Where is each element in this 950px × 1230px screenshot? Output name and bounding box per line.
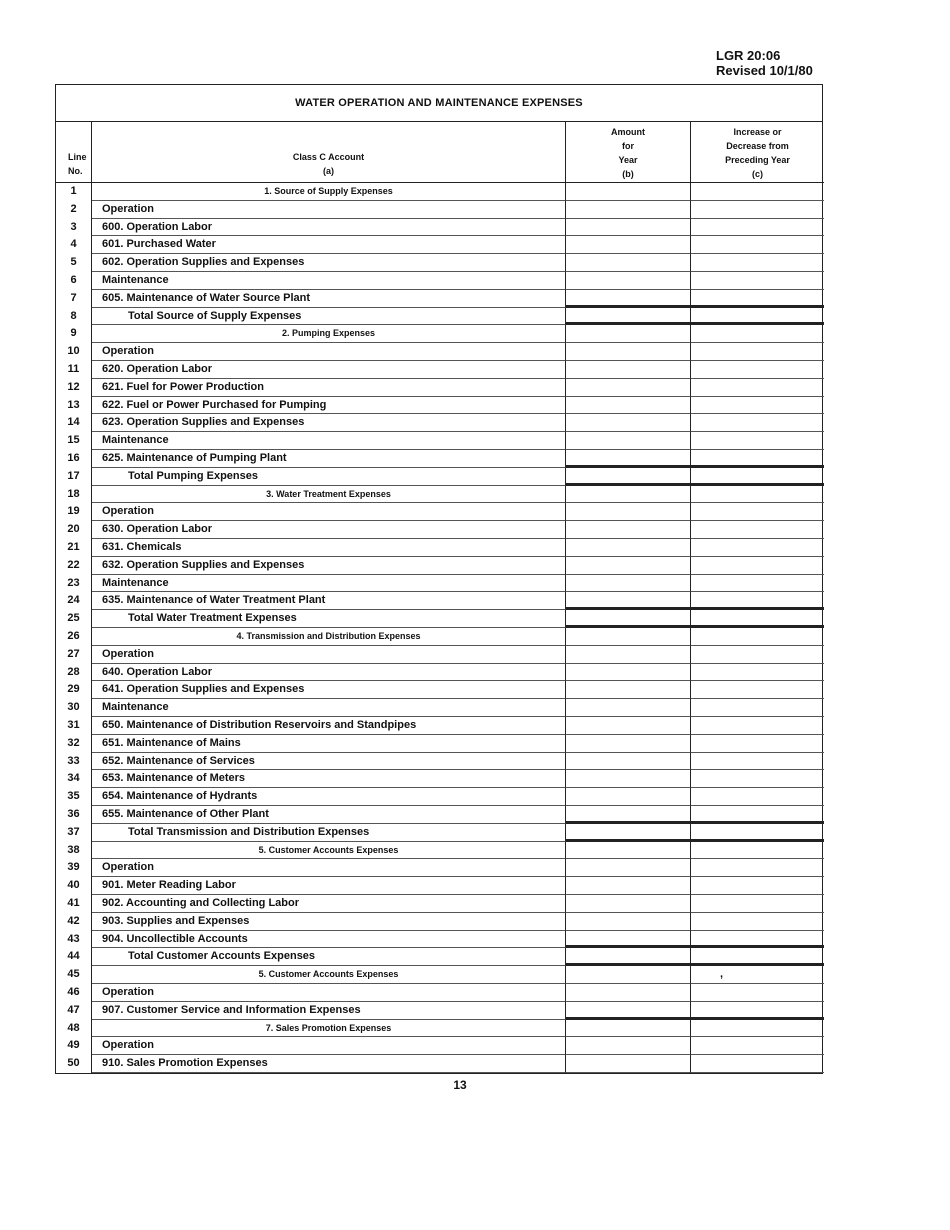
- amount-cell[interactable]: [566, 699, 691, 717]
- amount-cell[interactable]: [566, 414, 691, 432]
- increase-decrease-cell[interactable]: [691, 379, 824, 397]
- amount-cell[interactable]: [566, 931, 691, 949]
- account-label: Operation: [92, 984, 566, 1002]
- table-row: [56, 895, 822, 913]
- line-number: 34: [56, 770, 92, 788]
- account-label: 651. Maintenance of Mains: [92, 735, 566, 753]
- amount-cell[interactable]: [566, 717, 691, 735]
- amount-cell[interactable]: [566, 397, 691, 415]
- table-row: [56, 236, 822, 254]
- line-number: 17: [56, 468, 92, 486]
- amount-cell[interactable]: [566, 984, 691, 1002]
- amount-cell[interactable]: [566, 1055, 691, 1073]
- table-row: [56, 824, 822, 842]
- account-label: Operation: [92, 1037, 566, 1055]
- table-row: [56, 414, 822, 432]
- amount-cell[interactable]: [566, 290, 691, 308]
- account-label: Maintenance: [92, 575, 566, 593]
- line-number: 14: [56, 414, 92, 432]
- increase-decrease-cell[interactable]: [691, 842, 824, 860]
- account-label: 632. Operation Supplies and Expenses: [92, 557, 566, 575]
- account-label: 655. Maintenance of Other Plant: [92, 806, 566, 824]
- line-number: 43: [56, 931, 92, 949]
- line-number: 9: [56, 325, 92, 343]
- amount-cell[interactable]: [566, 468, 691, 486]
- increase-decrease-cell[interactable]: [691, 913, 824, 931]
- table-row: [56, 770, 822, 788]
- increase-decrease-cell[interactable]: [691, 325, 824, 343]
- increase-decrease-cell[interactable]: [691, 521, 824, 539]
- table-row: [56, 503, 822, 521]
- col-header-amount-label-2: for: [622, 141, 634, 151]
- table-row: [56, 806, 822, 824]
- increase-decrease-cell[interactable]: [691, 1055, 824, 1073]
- increase-decrease-cell[interactable]: [691, 824, 824, 842]
- line-number: 19: [56, 503, 92, 521]
- increase-decrease-cell[interactable]: [691, 1037, 824, 1055]
- increase-decrease-cell[interactable]: [691, 592, 824, 610]
- table-row: [56, 183, 822, 201]
- amount-cell[interactable]: [566, 379, 691, 397]
- table-row: [56, 361, 822, 379]
- amount-cell[interactable]: [566, 913, 691, 931]
- table-row: [56, 931, 822, 949]
- table-row: [56, 717, 822, 735]
- amount-cell[interactable]: [566, 788, 691, 806]
- increase-decrease-cell[interactable]: [691, 254, 824, 272]
- table-row: [56, 397, 822, 415]
- account-label: Operation: [92, 859, 566, 877]
- table-row: [56, 432, 822, 450]
- line-number: 42: [56, 913, 92, 931]
- table-row: [56, 343, 822, 361]
- line-number: 20: [56, 521, 92, 539]
- increase-decrease-cell[interactable]: [691, 931, 824, 949]
- col-header-account-letter: (a): [323, 166, 334, 176]
- amount-cell[interactable]: [566, 450, 691, 468]
- increase-decrease-cell[interactable]: [691, 948, 824, 966]
- increase-decrease-cell[interactable]: [691, 984, 824, 1002]
- line-number: 2: [56, 201, 92, 219]
- line-number: 25: [56, 610, 92, 628]
- col-header-amount-label-3: Year: [618, 155, 638, 165]
- col-header-account-label: Class C Account: [292, 152, 365, 162]
- table-row: [56, 664, 822, 682]
- col-header-increase-decrease: [691, 121, 824, 183]
- account-label: 635. Maintenance of Water Treatment Plant: [92, 592, 566, 610]
- increase-decrease-cell[interactable]: [691, 272, 824, 290]
- page-number: 13: [453, 1078, 467, 1092]
- line-number: 24: [56, 592, 92, 610]
- pen-mark: ,: [720, 968, 724, 980]
- col-header-incdec-letter: (c): [752, 169, 763, 179]
- increase-decrease-cell[interactable]: [691, 877, 824, 895]
- increase-decrease-cell[interactable]: [691, 236, 824, 254]
- amount-cell[interactable]: [566, 610, 691, 628]
- amount-cell[interactable]: [566, 254, 691, 272]
- account-label: 650. Maintenance of Distribution Reservoirs and Standpipes: [92, 717, 566, 735]
- line-number: 12: [56, 379, 92, 397]
- line-number: 16: [56, 450, 92, 468]
- increase-decrease-cell[interactable]: [691, 717, 824, 735]
- amount-cell[interactable]: [566, 432, 691, 450]
- table-row: [56, 521, 822, 539]
- amount-cell[interactable]: [566, 735, 691, 753]
- line-number: 45: [56, 966, 92, 984]
- amount-cell[interactable]: [566, 539, 691, 557]
- increase-decrease-cell[interactable]: [691, 966, 824, 984]
- col-header-amount-letter: (b): [622, 169, 634, 179]
- line-number: 22: [56, 557, 92, 575]
- line-number: 8: [56, 308, 92, 326]
- col-header-line-no: [56, 121, 92, 183]
- line-number: 33: [56, 753, 92, 771]
- table-row: [56, 966, 822, 984]
- line-number: 36: [56, 806, 92, 824]
- expense-form: [55, 84, 823, 1074]
- line-number: 40: [56, 877, 92, 895]
- account-label: 902. Accounting and Collecting Labor: [92, 895, 566, 913]
- table-row: [56, 877, 822, 895]
- account-label: 901. Meter Reading Labor: [92, 877, 566, 895]
- amount-cell[interactable]: [566, 1037, 691, 1055]
- col-header-incdec-label-1: Increase or: [733, 127, 782, 137]
- amount-cell[interactable]: [566, 806, 691, 824]
- line-number: 5: [56, 254, 92, 272]
- increase-decrease-cell[interactable]: [691, 397, 824, 415]
- section-heading: 1. Source of Supply Expenses: [92, 183, 566, 201]
- amount-cell[interactable]: [566, 557, 691, 575]
- table-row: [56, 557, 822, 575]
- account-label: 654. Maintenance of Hydrants: [92, 788, 566, 806]
- line-number: 39: [56, 859, 92, 877]
- increase-decrease-cell[interactable]: [691, 290, 824, 308]
- increase-decrease-cell[interactable]: [691, 806, 824, 824]
- increase-decrease-cell[interactable]: [691, 468, 824, 486]
- increase-decrease-cell[interactable]: [691, 646, 824, 664]
- amount-cell[interactable]: [566, 770, 691, 788]
- increase-decrease-cell[interactable]: [691, 735, 824, 753]
- amount-cell[interactable]: [566, 272, 691, 290]
- line-number: 3: [56, 219, 92, 237]
- amount-cell[interactable]: [566, 575, 691, 593]
- account-label: 910. Sales Promotion Expenses: [92, 1055, 566, 1073]
- amount-cell[interactable]: [566, 219, 691, 237]
- line-number: 1: [56, 183, 92, 201]
- increase-decrease-cell[interactable]: [691, 308, 824, 326]
- table-row: [56, 1002, 822, 1020]
- section-heading: 5. Customer Accounts Expenses: [92, 842, 566, 860]
- amount-cell[interactable]: [566, 325, 691, 343]
- account-label: 620. Operation Labor: [92, 361, 566, 379]
- increase-decrease-cell[interactable]: [691, 539, 824, 557]
- increase-decrease-cell[interactable]: [691, 503, 824, 521]
- table-row: [56, 308, 822, 326]
- line-number: 49: [56, 1037, 92, 1055]
- table-row: [56, 1037, 822, 1055]
- line-number: 29: [56, 681, 92, 699]
- table-row: [56, 592, 822, 610]
- account-label: Maintenance: [92, 272, 566, 290]
- account-label: 625. Maintenance of Pumping Plant: [92, 450, 566, 468]
- table-row: [56, 1055, 822, 1073]
- increase-decrease-cell[interactable]: [691, 664, 824, 682]
- col-header-account: [92, 121, 566, 183]
- section-heading: 4. Transmission and Distribution Expenses: [92, 628, 566, 646]
- table-row: [56, 699, 822, 717]
- increase-decrease-cell[interactable]: [691, 201, 824, 219]
- amount-cell[interactable]: [566, 966, 691, 984]
- table-row: [56, 913, 822, 931]
- table-row: [56, 201, 822, 219]
- line-number: 50: [56, 1055, 92, 1073]
- line-number: 35: [56, 788, 92, 806]
- amount-cell[interactable]: [566, 948, 691, 966]
- line-number: 18: [56, 486, 92, 504]
- amount-cell[interactable]: [566, 1002, 691, 1020]
- line-number: 32: [56, 735, 92, 753]
- table-row: [56, 486, 822, 504]
- account-label: Operation: [92, 201, 566, 219]
- line-number: 10: [56, 343, 92, 361]
- account-label: Total Source of Supply Expenses: [92, 308, 566, 326]
- line-number: 48: [56, 1020, 92, 1038]
- account-label: 600. Operation Labor: [92, 219, 566, 237]
- increase-decrease-cell[interactable]: [691, 859, 824, 877]
- line-number: 47: [56, 1002, 92, 1020]
- line-number: 11: [56, 361, 92, 379]
- amount-cell[interactable]: [566, 592, 691, 610]
- table-row: [56, 646, 822, 664]
- col-header-line-no-label: Line: [68, 152, 87, 162]
- account-label: Total Water Treatment Expenses: [92, 610, 566, 628]
- account-label: 640. Operation Labor: [92, 664, 566, 682]
- account-label: Operation: [92, 646, 566, 664]
- increase-decrease-cell[interactable]: [691, 681, 824, 699]
- account-label: Maintenance: [92, 699, 566, 717]
- amount-cell[interactable]: [566, 183, 691, 201]
- line-number: 6: [56, 272, 92, 290]
- line-number: 41: [56, 895, 92, 913]
- amount-cell[interactable]: [566, 343, 691, 361]
- line-number: 28: [56, 664, 92, 682]
- section-heading: 5. Customer Accounts Expenses: [92, 966, 566, 984]
- table-row: [56, 753, 822, 771]
- table-row: [56, 681, 822, 699]
- line-number: 26: [56, 628, 92, 646]
- amount-cell[interactable]: [566, 236, 691, 254]
- increase-decrease-cell[interactable]: [691, 414, 824, 432]
- line-number: 31: [56, 717, 92, 735]
- table-row: [56, 859, 822, 877]
- amount-cell[interactable]: [566, 859, 691, 877]
- increase-decrease-cell[interactable]: [691, 895, 824, 913]
- line-number: 27: [56, 646, 92, 664]
- revised-date: Revised 10/1/80: [716, 63, 813, 78]
- col-header-line-no-label-2: No.: [68, 166, 83, 176]
- line-number: 15: [56, 432, 92, 450]
- account-label: 621. Fuel for Power Production: [92, 379, 566, 397]
- increase-decrease-cell[interactable]: [691, 1002, 824, 1020]
- section-heading: 7. Sales Promotion Expenses: [92, 1020, 566, 1038]
- increase-decrease-cell[interactable]: [691, 343, 824, 361]
- col-header-incdec-label-3: Preceding Year: [725, 155, 790, 165]
- account-label: Maintenance: [92, 432, 566, 450]
- account-label: 641. Operation Supplies and Expenses: [92, 681, 566, 699]
- form-header: [716, 48, 813, 78]
- account-label: Operation: [92, 343, 566, 361]
- increase-decrease-cell[interactable]: [691, 753, 824, 771]
- account-label: 623. Operation Supplies and Expenses: [92, 414, 566, 432]
- table-row: [56, 628, 822, 646]
- form-id: LGR 20:06: [716, 48, 781, 63]
- account-label: 653. Maintenance of Meters: [92, 770, 566, 788]
- amount-cell[interactable]: [566, 308, 691, 326]
- amount-cell[interactable]: [566, 824, 691, 842]
- account-label: Total Transmission and Distribution Expenses: [92, 824, 566, 842]
- amount-cell[interactable]: [566, 895, 691, 913]
- table-row: [56, 948, 822, 966]
- amount-cell[interactable]: [566, 521, 691, 539]
- increase-decrease-cell[interactable]: [691, 557, 824, 575]
- account-label: Total Pumping Expenses: [92, 468, 566, 486]
- table-row: [56, 1020, 822, 1038]
- line-number: 21: [56, 539, 92, 557]
- account-label: 601. Purchased Water: [92, 236, 566, 254]
- amount-cell[interactable]: [566, 628, 691, 646]
- amount-cell[interactable]: [566, 681, 691, 699]
- table-row: [56, 468, 822, 486]
- amount-cell[interactable]: [566, 486, 691, 504]
- line-number: 37: [56, 824, 92, 842]
- table-row: [56, 735, 822, 753]
- line-number: 7: [56, 290, 92, 308]
- col-header-incdec-label-2: Decrease from: [726, 141, 789, 151]
- amount-cell[interactable]: [566, 201, 691, 219]
- line-number: 4: [56, 236, 92, 254]
- account-label: 903. Supplies and Expenses: [92, 913, 566, 931]
- table-row: [56, 379, 822, 397]
- section-heading: 3. Water Treatment Expenses: [92, 486, 566, 504]
- table-row: [56, 272, 822, 290]
- table-row: [56, 539, 822, 557]
- line-number: 46: [56, 984, 92, 1002]
- account-label: 630. Operation Labor: [92, 521, 566, 539]
- line-number: 44: [56, 948, 92, 966]
- section-heading: 2. Pumping Expenses: [92, 325, 566, 343]
- increase-decrease-cell[interactable]: [691, 219, 824, 237]
- table-row: [56, 325, 822, 343]
- account-label: 904. Uncollectible Accounts: [92, 931, 566, 949]
- increase-decrease-cell[interactable]: [691, 361, 824, 379]
- increase-decrease-cell[interactable]: [691, 450, 824, 468]
- increase-decrease-cell[interactable]: [691, 183, 824, 201]
- account-label: 631. Chemicals: [92, 539, 566, 557]
- line-number: 38: [56, 842, 92, 860]
- amount-cell[interactable]: [566, 1020, 691, 1038]
- increase-decrease-cell[interactable]: [691, 610, 824, 628]
- table-row: [56, 219, 822, 237]
- form-title: WATER OPERATION AND MAINTENANCE EXPENSES: [56, 85, 822, 122]
- account-label: 605. Maintenance of Water Source Plant: [92, 290, 566, 308]
- table-row: [56, 450, 822, 468]
- account-label: Operation: [92, 503, 566, 521]
- increase-decrease-cell[interactable]: [691, 770, 824, 788]
- account-label: 907. Customer Service and Information Expenses: [92, 1002, 566, 1020]
- increase-decrease-cell[interactable]: [691, 788, 824, 806]
- amount-cell[interactable]: [566, 646, 691, 664]
- col-header-amount-label-1: Amount: [611, 127, 645, 137]
- increase-decrease-cell[interactable]: [691, 432, 824, 450]
- increase-decrease-cell[interactable]: [691, 699, 824, 717]
- table-row: [56, 842, 822, 860]
- increase-decrease-cell[interactable]: [691, 486, 824, 504]
- col-header-amount: [566, 121, 691, 183]
- increase-decrease-cell[interactable]: [691, 1020, 824, 1038]
- account-label: 622. Fuel or Power Purchased for Pumping: [92, 397, 566, 415]
- line-number: 13: [56, 397, 92, 415]
- line-number: 30: [56, 699, 92, 717]
- amount-cell[interactable]: [566, 664, 691, 682]
- account-label: 602. Operation Supplies and Expenses: [92, 254, 566, 272]
- table-row: [56, 610, 822, 628]
- line-number: 23: [56, 575, 92, 593]
- amount-cell[interactable]: [566, 877, 691, 895]
- table-row: [56, 254, 822, 272]
- increase-decrease-cell[interactable]: [691, 628, 824, 646]
- table-row: [56, 788, 822, 806]
- increase-decrease-cell[interactable]: [691, 575, 824, 593]
- amount-cell[interactable]: [566, 753, 691, 771]
- amount-cell[interactable]: [566, 503, 691, 521]
- table-row: [56, 984, 822, 1002]
- table-row: [56, 290, 822, 308]
- amount-cell[interactable]: [566, 361, 691, 379]
- account-label: Total Customer Accounts Expenses: [92, 948, 566, 966]
- account-label: 652. Maintenance of Services: [92, 753, 566, 771]
- amount-cell[interactable]: [566, 842, 691, 860]
- table-row: [56, 575, 822, 593]
